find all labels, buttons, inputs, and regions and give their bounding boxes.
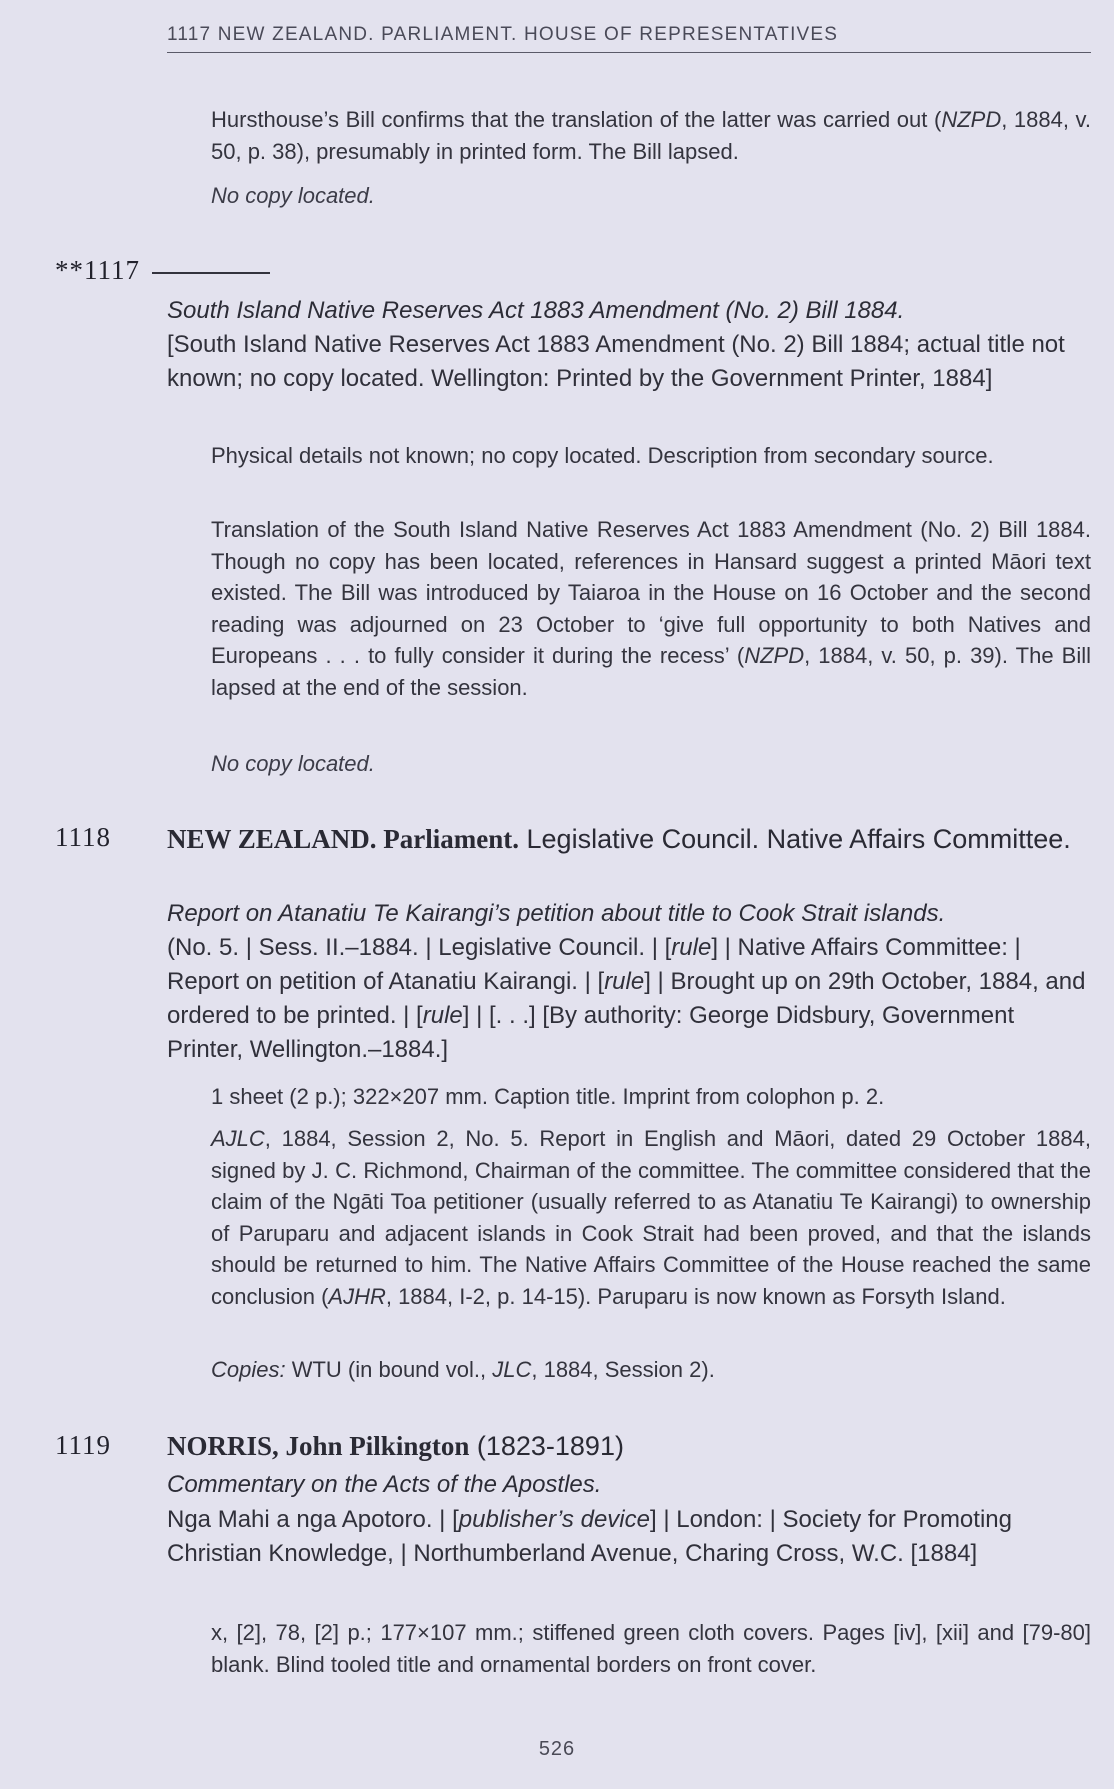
copies-text: WTU (in bound vol., [285, 1357, 493, 1382]
note-citation: AJLC [211, 1126, 265, 1151]
author-rule [152, 272, 270, 274]
page-number: 526 [538, 1738, 576, 1760]
entry-note [211, 1123, 1091, 1312]
entry-number-1118: 1118 [55, 822, 111, 852]
physical-description: x, [2], 78, [2] p.; 177×107 mm.; stiffened green cloth covers. Pages [iv], [xii] and [79-80] blank. Blind tooled title and ornamental borders on front cover. [211, 1620, 1091, 1677]
entry-title: Commentary on the Acts of the Apostles. [167, 1471, 602, 1498]
copies-label: Copies: [211, 1357, 286, 1382]
note-text: , 1884, I-2, p. 14-15). Paruparu is now known as Forsyth Island. [385, 1283, 1006, 1309]
transcription-text: ] | Brought up on 29th October, 1884, and ordered to be printed. | [ [167, 968, 1086, 1029]
note-text: Hursthouse’s Bill confirms that the translation of the latter was carried out ( [211, 107, 942, 132]
rule-mark: rule [604, 968, 645, 995]
heading-author: NORRIS, John Pilkington [167, 1431, 470, 1461]
title-transcription: [South Island Native Reserves Act 1883 Amendment (No. 2) Bill 1884; actual title not known; no copy located. Wellington: Printed by the Government Printer, 1884] [167, 331, 1065, 392]
title-transcription [167, 1503, 1091, 1571]
transcription-text: ] | London: | Society for Promoting Christian Knowledge, | Northumberland Avenue, Charing Cross, W.C. [1884] [167, 1506, 1012, 1567]
note-text: , 1884, v. 50, p. 39). The Bill lapsed at the end of the session. [211, 643, 1091, 700]
rule-mark: rule [671, 934, 712, 961]
entry-heading [167, 820, 1091, 859]
heading-dates: (1823-1891) [469, 1431, 624, 1461]
rule-mark: rule [422, 1002, 463, 1029]
note-citation: NZPD [941, 107, 1002, 132]
title-transcription [167, 931, 1091, 1067]
entry-number-text: **1117 [55, 255, 140, 285]
transcription-text: ] | Native Affairs Committee: | Report on petition of Atanatiu Kairangi. | [ [167, 934, 1021, 995]
note-citation: NZPD [744, 643, 805, 668]
entry-number-1117 [55, 255, 270, 286]
entry-title: South Island Native Reserves Act 1883 Amendment (No. 2) Bill 1884. [167, 297, 905, 324]
note-text: , 1884, Session 2, No. 5. Report in English and Māori, dated 29 October 1884, signed by J. C. Richmond, Chairman of the committee. The committee considered that the claim of the Ngāti Toa petitioner (usually referred to as Atanatiu Te Kairangi) to ownership of Paruparu and adjacent islands in Cook Strait had been proved, and that the islands should be returned to him. The Native Affairs Committee of the House reached the same conclusion ( [211, 1126, 1091, 1309]
transcription-text: ] | [. . .] [By authority: George Didsbury, Government Printer, Wellington.–1884.] [167, 1002, 1015, 1063]
no-copy-note: No copy located. [211, 183, 375, 208]
copies-citation: JLC [492, 1357, 532, 1382]
copies-line [211, 1354, 1091, 1386]
transcription-text: (No. 5. | Sess. II.–1884. | Legislative Council. | [ [167, 934, 672, 961]
copies-text: , 1884, Session 2). [531, 1357, 715, 1382]
no-copy-note: No copy located. [211, 751, 375, 776]
entry-note [211, 514, 1091, 703]
physical-description: Physical details not known; no copy located. Description from secondary source. [211, 443, 994, 468]
entry-heading [167, 1427, 1091, 1466]
entry-number-1119: 1119 [55, 1430, 111, 1460]
heading-subdivision: Legislative Council. Native Affairs Committee. [519, 824, 1071, 854]
note-citation: AJHR [328, 1283, 386, 1309]
transcription-text: Nga Mahi a nga Apotoro. | [ [167, 1506, 459, 1533]
note-text: , 1884, v. 50, p. 38), presumably in printed form. The Bill lapsed. [211, 107, 1092, 164]
running-head: 1117 NEW ZEALAND. PARLIAMENT. HOUSE OF REPRESENTATIVES [167, 24, 1091, 53]
note-text: Translation of the South Island Native Reserves Act 1883 Amendment (No. 2) Bill 1884. Though no copy has been located, references in Hansard suggest a printed Māori text existed. The Bill was introduced by Taiaroa in the House on 16 October and the second reading was adjourned on 23 October to ‘give full opportunity to both Natives and Europeans . . . to fully consider it during the recess’ ( [211, 517, 1091, 668]
physical-description: 1 sheet (2 p.); 322×207 mm. Caption title. Imprint from colophon p. 2. [211, 1084, 885, 1109]
continuation-note [211, 104, 1091, 167]
device-mark: publisher’s device [458, 1506, 650, 1533]
heading-author: NEW ZEALAND. Parliament. [167, 824, 520, 854]
entry-title: Report on Atanatiu Te Kairangi’s petition about title to Cook Strait islands. [167, 900, 946, 927]
